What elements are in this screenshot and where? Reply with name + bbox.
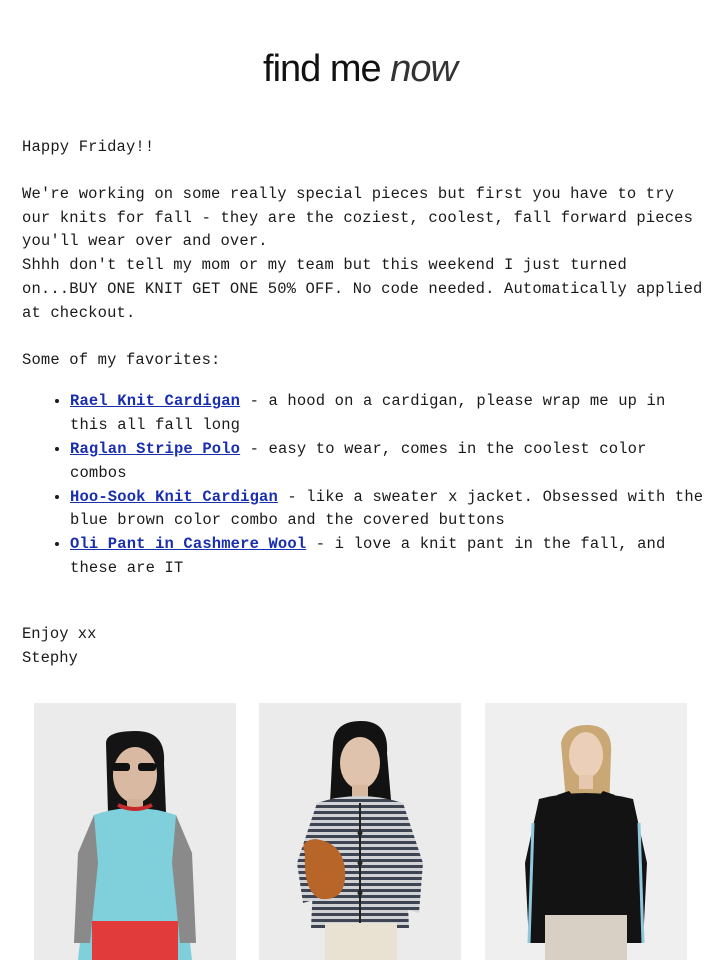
product-link-rael[interactable]: Rael Knit Cardigan — [70, 392, 241, 411]
intro-line: at checkout. — [22, 303, 136, 322]
intro-line: our knits for fall - they are the coziest, coolest, fall forward pieces — [22, 208, 694, 227]
favorites-heading: Some of my favorites: — [22, 350, 221, 369]
product-link-raglan[interactable]: Raglan Stripe Polo — [70, 439, 241, 458]
greeting: Happy Friday!! — [22, 138, 155, 156]
product-desc: - i love a knit pant in the fall, and these are IT — [70, 535, 666, 577]
product-grid — [34, 703, 686, 960]
product-desc: - a hood on a cardigan, please wrap me up in this all fall long — [70, 392, 666, 435]
favorites-list — [22, 390, 706, 580]
signoff — [22, 622, 96, 670]
product-link-oli[interactable]: Oli Pant in Cashmere Wool — [70, 535, 307, 554]
intro-line: We're working on some really special pieces but first you have to try — [22, 184, 675, 203]
brand-logo[interactable] — [0, 48, 720, 91]
signoff-line: Enjoy xx — [22, 625, 97, 643]
product-image-hoo-sook[interactable] — [259, 703, 461, 960]
product-desc: - like a sweater x jacket. Obsessed with the blue brown color combo and the covered buttons — [70, 487, 704, 530]
list-item — [70, 486, 706, 534]
signature: Stephy — [22, 649, 78, 667]
intro-line: Shhh don't tell my mom or my team but this weekend I just turned — [22, 256, 627, 275]
intro-line: on...BUY ONE KNIT GET ONE 50% OFF. No code needed. Automatically applied — [22, 279, 703, 298]
product-link-hoo-sook[interactable]: Hoo-Sook Knit Cardigan — [70, 487, 278, 506]
logo-accent: now — [390, 48, 457, 90]
logo-main: find me — [263, 48, 381, 90]
product-desc: - easy to wear, comes in the coolest color combos — [70, 439, 647, 482]
intro-line: you'll wear over and over. — [22, 232, 268, 251]
product-image-raglan-stripe-polo[interactable] — [485, 703, 687, 960]
list-item — [70, 438, 706, 486]
email-body — [22, 136, 706, 581]
product-image-raglan[interactable] — [34, 703, 236, 960]
list-item — [70, 390, 706, 438]
list-item — [70, 533, 706, 581]
